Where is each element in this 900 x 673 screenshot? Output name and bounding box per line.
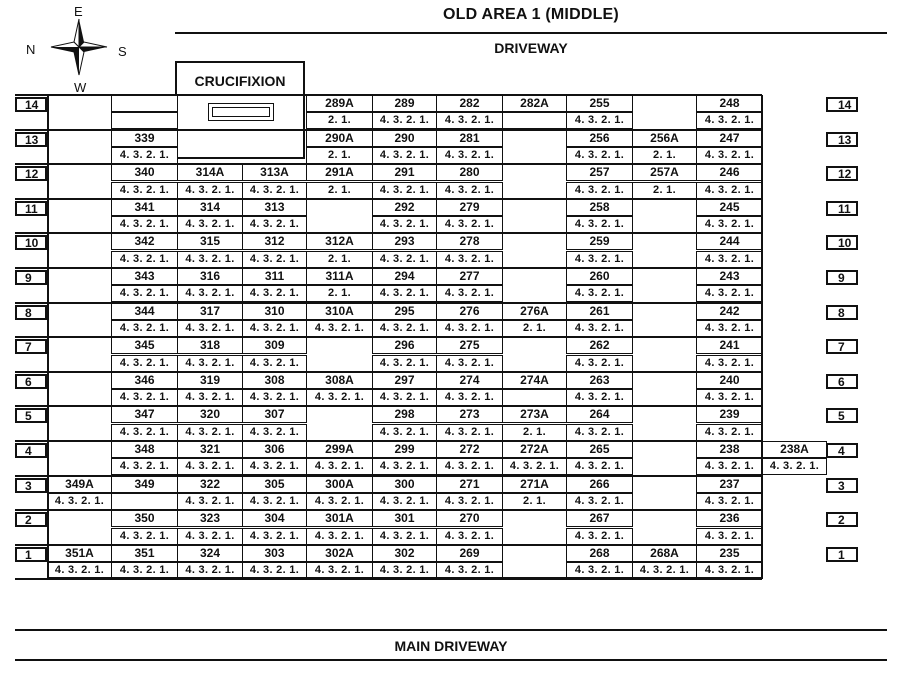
plot-positions: 2. 1.	[632, 147, 697, 164]
plot-positions: 4. 3. 2. 1.	[177, 251, 243, 268]
plot-number[interactable]: 302A	[306, 545, 373, 562]
plot-number[interactable]: 246	[696, 164, 763, 181]
plot-number[interactable]: 313	[242, 199, 307, 216]
plot-positions: 4. 3. 2. 1.	[111, 424, 178, 441]
row-number-left: 14	[15, 97, 47, 112]
plot-number[interactable]: 260	[566, 268, 633, 285]
compass-w: W	[74, 80, 87, 95]
plot-positions: 4. 3. 2. 1.	[632, 562, 697, 579]
crucifixion-label: CRUCIFIXION	[194, 73, 286, 89]
plot-number[interactable]: 269	[436, 545, 503, 562]
plot-positions: 4. 3. 2. 1.	[372, 355, 437, 372]
plot-number[interactable]: 311A	[306, 268, 373, 285]
plot-positions: 4. 3. 2. 1.	[436, 355, 503, 372]
plot-positions: 4. 3. 2. 1.	[566, 285, 633, 302]
plot-positions: 4. 3. 2. 1.	[111, 355, 178, 372]
plot-number[interactable]: 306	[242, 441, 307, 458]
plot-positions: 4. 3. 2. 1.	[372, 216, 437, 233]
plot-positions: 2. 1.	[502, 424, 567, 441]
plot-number[interactable]: 280	[436, 164, 503, 181]
plot-positions: 4. 3. 2. 1.	[436, 216, 503, 233]
plot-number[interactable]: 307	[242, 406, 307, 423]
plot-positions: 4. 3. 2. 1.	[566, 424, 633, 441]
row-number-right: 7	[826, 339, 858, 354]
plot-positions: 4. 3. 2. 1.	[111, 285, 178, 302]
plot-number[interactable]: 346	[111, 372, 178, 389]
plot-positions: 4. 3. 2. 1.	[762, 458, 827, 475]
top-rule	[175, 32, 887, 34]
row-number-right: 2	[826, 512, 858, 527]
row-number-right: 4	[826, 443, 858, 458]
plot-number[interactable]: 272A	[502, 441, 567, 458]
plot-positions: 4. 3. 2. 1.	[242, 458, 307, 475]
plot-number[interactable]: 289A	[306, 95, 373, 112]
plot-positions: 4. 3. 2. 1.	[696, 182, 763, 199]
plot-positions: 4. 3. 2. 1.	[696, 389, 763, 406]
compass-n: N	[26, 42, 36, 57]
plot-positions: 4. 3. 2. 1.	[306, 320, 373, 337]
plot-positions: 4. 3. 2. 1.	[566, 458, 633, 475]
main-driveway-label: MAIN DRIVEWAY	[394, 638, 508, 654]
plot-positions: 4. 3. 2. 1.	[306, 389, 373, 406]
plot-number[interactable]: 298	[372, 406, 437, 423]
plot-number[interactable]: 271	[436, 476, 503, 493]
plot-positions: 4. 3. 2. 1.	[177, 562, 243, 579]
plot-number[interactable]: 302	[372, 545, 437, 562]
plot-number[interactable]: 313A	[242, 164, 307, 181]
plot-number[interactable]: 294	[372, 268, 437, 285]
plot-number[interactable]: 268A	[632, 545, 697, 562]
row-number-right: 6	[826, 374, 858, 389]
plot-number[interactable]: 247	[696, 130, 763, 147]
plot-positions: 4. 3. 2. 1.	[566, 182, 633, 199]
plot-number[interactable]: 245	[696, 199, 763, 216]
plot-positions: 4. 3. 2. 1.	[111, 182, 178, 199]
plot-number[interactable]: 305	[242, 476, 307, 493]
plot-block-outline	[47, 95, 763, 579]
plot-number[interactable]: 304	[242, 510, 307, 527]
plot-positions: 4. 3. 2. 1.	[177, 424, 243, 441]
plot-number[interactable]: 296	[372, 337, 437, 354]
plot-positions: 4. 3. 2. 1.	[566, 112, 633, 129]
row-number-right: 14	[826, 97, 858, 112]
plot-number[interactable]: 256	[566, 130, 633, 147]
plot-number[interactable]: 303	[242, 545, 307, 562]
plot-positions: 4. 3. 2. 1.	[436, 562, 503, 579]
plot-positions: 2. 1.	[306, 251, 373, 268]
plot-positions: 4. 3. 2. 1.	[111, 320, 178, 337]
plot-positions: 4. 3. 2. 1.	[111, 458, 178, 475]
plot-positions: 2. 1.	[502, 493, 567, 510]
plot-positions: 4. 3. 2. 1.	[696, 528, 763, 545]
row-number-right: 5	[826, 408, 858, 423]
plot-positions: 4. 3. 2. 1.	[436, 493, 503, 510]
compass-e: E	[74, 4, 83, 19]
plot-number[interactable]: 279	[436, 199, 503, 216]
row-number-left: 11	[15, 201, 47, 216]
plot-positions: 4. 3. 2. 1.	[372, 147, 437, 164]
plot-number[interactable]: 282A	[502, 95, 567, 112]
plot-positions: 4. 3. 2. 1.	[566, 251, 633, 268]
plot-positions: 4. 3. 2. 1.	[566, 562, 633, 579]
plot-positions: 2. 1.	[306, 285, 373, 302]
row-number-left: 9	[15, 270, 47, 285]
plot-number[interactable]: 299	[372, 441, 437, 458]
plot-positions: 4. 3. 2. 1.	[177, 528, 243, 545]
plot-number[interactable]: 273	[436, 406, 503, 423]
plot-positions: 4. 3. 2. 1.	[306, 493, 373, 510]
plot-number[interactable]: 277	[436, 268, 503, 285]
plot-number[interactable]: 342	[111, 233, 178, 250]
plot-number[interactable]: 276	[436, 303, 503, 320]
plot-positions: 4. 3. 2. 1.	[436, 147, 503, 164]
plot-number[interactable]: 323	[177, 510, 243, 527]
plot-positions: 4. 3. 2. 1.	[566, 216, 633, 233]
plot-positions: 4. 3. 2. 1.	[696, 424, 763, 441]
row-number-left: 6	[15, 374, 47, 389]
row-number-right: 12	[826, 166, 858, 181]
plot-positions: 4. 3. 2. 1.	[436, 320, 503, 337]
plot-number[interactable]: 345	[111, 337, 178, 354]
plot-positions: 4. 3. 2. 1.	[242, 251, 307, 268]
plot-positions: 4. 3. 2. 1.	[696, 251, 763, 268]
plot-number[interactable]: 240	[696, 372, 763, 389]
plot-positions: 4. 3. 2. 1.	[566, 528, 633, 545]
plot-positions: 4. 3. 2. 1.	[372, 528, 437, 545]
plot-positions: 2. 1.	[502, 320, 567, 337]
plot-number[interactable]: 292	[372, 199, 437, 216]
row-number-left: 1	[15, 547, 47, 562]
plot-number[interactable]: 300	[372, 476, 437, 493]
plot-number[interactable]: 259	[566, 233, 633, 250]
plot-number[interactable]: 318	[177, 337, 243, 354]
plot-number[interactable]: 235	[696, 545, 763, 562]
plot-positions: 4. 3. 2. 1.	[177, 458, 243, 475]
plot-number[interactable]: 273A	[502, 406, 567, 423]
plot-number[interactable]: 290	[372, 130, 437, 147]
plot-positions: 4. 3. 2. 1.	[696, 147, 763, 164]
plot-positions: 4. 3. 2. 1.	[372, 251, 437, 268]
plot-number[interactable]: 297	[372, 372, 437, 389]
plot-number[interactable]: 262	[566, 337, 633, 354]
row-number-left: 10	[15, 235, 47, 250]
plot-positions: 4. 3. 2. 1.	[47, 562, 112, 579]
plot-number[interactable]: 301	[372, 510, 437, 527]
plot-positions: 4. 3. 2. 1.	[372, 112, 437, 129]
plot-positions: 4. 3. 2. 1.	[372, 182, 437, 199]
plot-number[interactable]: 278	[436, 233, 503, 250]
plot-positions: 2. 1.	[306, 147, 373, 164]
plot-positions: 4. 3. 2. 1.	[696, 320, 763, 337]
plot-number[interactable]: 255	[566, 95, 633, 112]
plot-positions: 4. 3. 2. 1.	[372, 562, 437, 579]
plot-positions: 4. 3. 2. 1.	[111, 528, 178, 545]
plot-number[interactable]: 300A	[306, 476, 373, 493]
plot-number[interactable]: 344	[111, 303, 178, 320]
plot-positions: 2. 1.	[306, 112, 373, 129]
row-number-left: 12	[15, 166, 47, 181]
compass-s: S	[118, 44, 127, 59]
plot-positions: 4. 3. 2. 1.	[111, 216, 178, 233]
plot-number[interactable]: 270	[436, 510, 503, 527]
plot-number[interactable]: 310A	[306, 303, 373, 320]
plot-number[interactable]: 274	[436, 372, 503, 389]
plot-positions: 4. 3. 2. 1.	[242, 285, 307, 302]
plot-positions: 4. 3. 2. 1.	[696, 285, 763, 302]
plot-positions: 4. 3. 2. 1.	[566, 320, 633, 337]
row-number-right: 3	[826, 478, 858, 493]
plot-number[interactable]: 309	[242, 337, 307, 354]
plot-number[interactable]: 291A	[306, 164, 373, 181]
plot-positions: 4. 3. 2. 1.	[242, 216, 307, 233]
plot-positions: 4. 3. 2. 1.	[242, 389, 307, 406]
plot-number[interactable]: 281	[436, 130, 503, 147]
plot-positions: 4. 3. 2. 1.	[242, 493, 307, 510]
driveway-label: DRIVEWAY	[494, 40, 568, 56]
row-number-left: 4	[15, 443, 47, 458]
plot-number[interactable]: 324	[177, 545, 243, 562]
plot-positions: 4. 3. 2. 1.	[111, 389, 178, 406]
plot-positions: 4. 3. 2. 1.	[566, 389, 633, 406]
bottom-rule-1	[15, 629, 887, 631]
plot-number[interactable]: 272	[436, 441, 503, 458]
row-number-right: 8	[826, 305, 858, 320]
plot-positions: 4. 3. 2. 1.	[111, 251, 178, 268]
plot-positions: 4. 3. 2. 1.	[436, 251, 503, 268]
plot-number[interactable]: 264	[566, 406, 633, 423]
plot-number[interactable]: 276A	[502, 303, 567, 320]
plot-positions: 4. 3. 2. 1.	[696, 216, 763, 233]
plot-number[interactable]: 299A	[306, 441, 373, 458]
row-number-left: 5	[15, 408, 47, 423]
plot-number[interactable]: 242	[696, 303, 763, 320]
plot-positions: 4. 3. 2. 1.	[242, 355, 307, 372]
plot-number[interactable]: 341	[111, 199, 178, 216]
plot-number[interactable]: 244	[696, 233, 763, 250]
plot-number[interactable]: 291	[372, 164, 437, 181]
plot-positions: 4. 3. 2. 1.	[502, 458, 567, 475]
plot-number[interactable]: 349A	[47, 476, 112, 493]
plot-positions: 4. 3. 2. 1.	[47, 493, 112, 510]
plot-positions: 4. 3. 2. 1.	[111, 562, 178, 579]
plot-positions: 4. 3. 2. 1.	[372, 285, 437, 302]
plot-number[interactable]: 317	[177, 303, 243, 320]
plot-positions: 4. 3. 2. 1.	[242, 320, 307, 337]
plot-number[interactable]: 243	[696, 268, 763, 285]
plot-positions: 4. 3. 2. 1.	[436, 528, 503, 545]
plot-number[interactable]: 322	[177, 476, 243, 493]
plot-number[interactable]: 350	[111, 510, 178, 527]
row-number-right: 13	[826, 132, 858, 147]
plot-number[interactable]: 282	[436, 95, 503, 112]
plot-number[interactable]: 311	[242, 268, 307, 285]
plot-positions: 4. 3. 2. 1.	[306, 458, 373, 475]
plot-number[interactable]: 275	[436, 337, 503, 354]
plot-number[interactable]: 312	[242, 233, 307, 250]
plot-number[interactable]: 339	[111, 130, 178, 147]
plot-number[interactable]: 314A	[177, 164, 243, 181]
plot-number[interactable]: 261	[566, 303, 633, 320]
bottom-rule-2	[15, 659, 887, 661]
plot-number[interactable]: 267	[566, 510, 633, 527]
plot-positions: 2. 1.	[306, 182, 373, 199]
row-number-left: 13	[15, 132, 47, 147]
row-number-right: 10	[826, 235, 858, 250]
plot-positions: 4. 3. 2. 1.	[177, 216, 243, 233]
plot-positions: 4. 3. 2. 1.	[177, 355, 243, 372]
plot-positions: 4. 3. 2. 1.	[242, 182, 307, 199]
plot-number[interactable]: 295	[372, 303, 437, 320]
plot-number[interactable]: 274A	[502, 372, 567, 389]
plot-number[interactable]: 266	[566, 476, 633, 493]
plot-positions: 4. 3. 2. 1.	[566, 355, 633, 372]
plot-positions: 4. 3. 2. 1.	[177, 285, 243, 302]
plot-number[interactable]: 351A	[47, 545, 112, 562]
plot-number[interactable]: 312A	[306, 233, 373, 250]
plot-number[interactable]: 347	[111, 406, 178, 423]
plot-positions: 4. 3. 2. 1.	[436, 285, 503, 302]
plot-positions: 4. 3. 2. 1.	[177, 493, 243, 510]
plot-positions: 4. 3. 2. 1.	[696, 562, 763, 579]
plot-number[interactable]: 289	[372, 95, 437, 112]
row-number-right: 1	[826, 547, 858, 562]
plot-number[interactable]: 348	[111, 441, 178, 458]
plot-positions: 4. 3. 2. 1.	[372, 458, 437, 475]
plot-number[interactable]: 310	[242, 303, 307, 320]
plot-positions: 2. 1.	[632, 182, 697, 199]
plot-number[interactable]: 257A	[632, 164, 697, 181]
plot-positions: 4. 3. 2. 1.	[242, 562, 307, 579]
plot-positions: 4. 3. 2. 1.	[306, 562, 373, 579]
plot-number[interactable]: 340	[111, 164, 178, 181]
plot-positions: 4. 3. 2. 1.	[242, 528, 307, 545]
plot-number[interactable]: 308	[242, 372, 307, 389]
plot-positions: 4. 3. 2. 1.	[177, 182, 243, 199]
plot-number[interactable]: 257	[566, 164, 633, 181]
plot-number[interactable]: 263	[566, 372, 633, 389]
row-number-left: 7	[15, 339, 47, 354]
plot-positions: 4. 3. 2. 1.	[436, 182, 503, 199]
plot-number[interactable]: 343	[111, 268, 178, 285]
plot-number[interactable]: 238A	[762, 441, 827, 458]
plot-number[interactable]: 321	[177, 441, 243, 458]
plot-positions: 4. 3. 2. 1.	[372, 389, 437, 406]
plot-number[interactable]: 301A	[306, 510, 373, 527]
plot-positions: 4. 3. 2. 1.	[566, 493, 633, 510]
plot-positions: 4. 3. 2. 1.	[696, 493, 763, 510]
map-title: OLD AREA 1 (MIDDLE)	[443, 6, 619, 23]
plot-positions: 4. 3. 2. 1.	[436, 112, 503, 129]
plot-number[interactable]: 258	[566, 199, 633, 216]
plot-number[interactable]: 239	[696, 406, 763, 423]
row-number-right: 11	[826, 201, 858, 216]
plot-number[interactable]: 319	[177, 372, 243, 389]
plot-number[interactable]: 237	[696, 476, 763, 493]
plot-number[interactable]: 349	[111, 476, 178, 493]
plot-positions: 4. 3. 2. 1.	[111, 147, 178, 164]
row-number-left: 3	[15, 478, 47, 493]
plot-positions: 4. 3. 2. 1.	[696, 355, 763, 372]
plot-positions: 4. 3. 2. 1.	[177, 389, 243, 406]
plot-number[interactable]: 293	[372, 233, 437, 250]
plot-number[interactable]: 308A	[306, 372, 373, 389]
compass	[22, 2, 132, 94]
plot-number[interactable]: 265	[566, 441, 633, 458]
plot-positions: 4. 3. 2. 1.	[177, 320, 243, 337]
row-number-left: 8	[15, 305, 47, 320]
plot-positions: 4. 3. 2. 1.	[372, 424, 437, 441]
plot-positions: 4. 3. 2. 1.	[306, 528, 373, 545]
plot-positions: 4. 3. 2. 1.	[436, 458, 503, 475]
plot-positions: 4. 3. 2. 1.	[436, 424, 503, 441]
row-number-left: 2	[15, 512, 47, 527]
plot-number[interactable]: 314	[177, 199, 243, 216]
plot-positions: 4. 3. 2. 1.	[372, 320, 437, 337]
plot-number[interactable]: 256A	[632, 130, 697, 147]
plot-positions: 4. 3. 2. 1.	[436, 389, 503, 406]
plot-number[interactable]: 268	[566, 545, 633, 562]
plot-positions: 4. 3. 2. 1.	[696, 458, 763, 475]
plot-number[interactable]: 236	[696, 510, 763, 527]
plot-positions: 4. 3. 2. 1.	[566, 147, 633, 164]
plot-number[interactable]: 316	[177, 268, 243, 285]
plot-number[interactable]: 241	[696, 337, 763, 354]
plot-number[interactable]: 315	[177, 233, 243, 250]
plot-positions: 4. 3. 2. 1.	[696, 112, 763, 129]
plot-number[interactable]: 271A	[502, 476, 567, 493]
plot-number[interactable]: 238	[696, 441, 763, 458]
row-number-right: 9	[826, 270, 858, 285]
plot-number[interactable]: 248	[696, 95, 763, 112]
plot-number[interactable]: 320	[177, 406, 243, 423]
plot-number[interactable]: 351	[111, 545, 178, 562]
plot-positions: 4. 3. 2. 1.	[242, 424, 307, 441]
plot-positions: 4. 3. 2. 1.	[372, 493, 437, 510]
plot-number[interactable]: 290A	[306, 130, 373, 147]
